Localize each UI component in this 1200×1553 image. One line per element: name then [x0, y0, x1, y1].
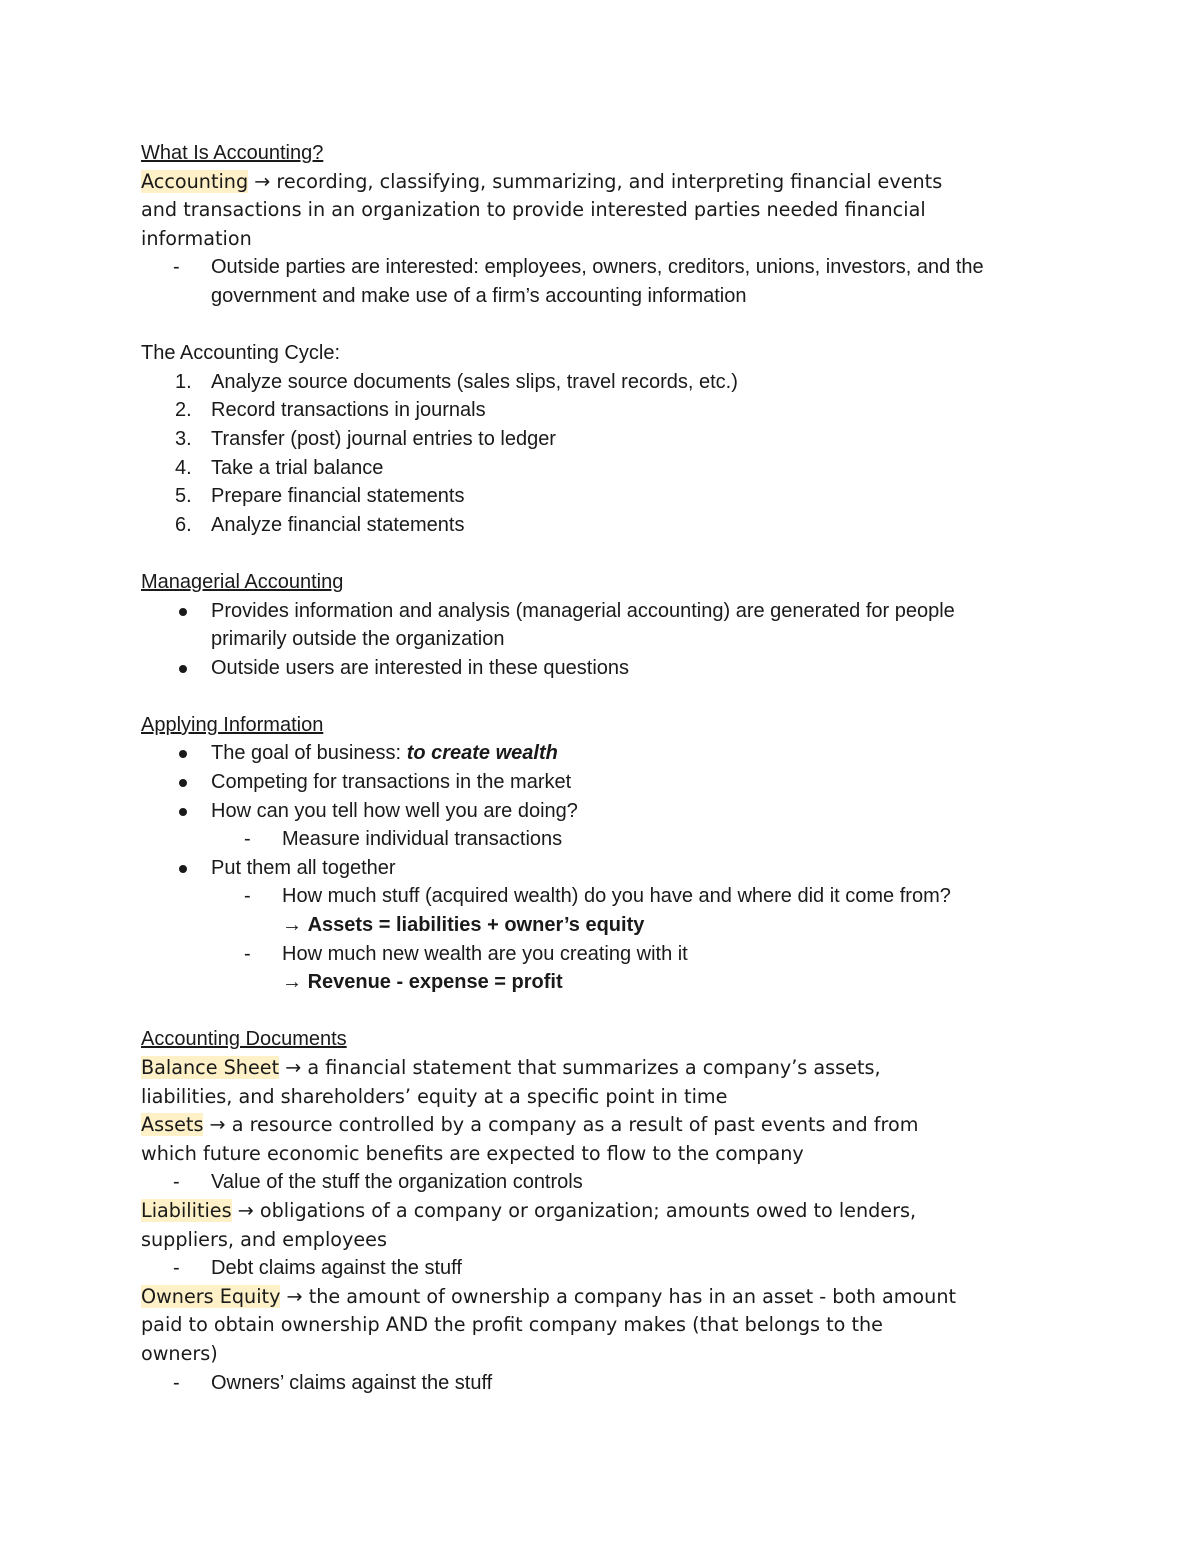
section-heading-managerial-accounting: Managerial Accounting [141, 570, 344, 593]
list-item-text: Outside users are interested in these questions [211, 656, 630, 679]
numbered-list-item [141, 511, 1061, 540]
dash-marker: - [173, 1257, 180, 1280]
numbered-list-item [141, 482, 1061, 511]
bullet-dot [179, 865, 187, 873]
bullet-dot [179, 779, 187, 787]
dash-marker: - [173, 256, 180, 279]
bullet-list-item [141, 597, 1061, 626]
list-number: 3. [175, 427, 192, 450]
bullet-list-item [141, 739, 1061, 768]
bullet-list-item [141, 797, 1061, 826]
definition-text: → recording, classifying, summarizing, and interpreting financial events [248, 169, 943, 193]
term-assets: Assets [141, 1113, 204, 1137]
definition-liabilities [141, 1197, 1061, 1226]
section-heading-what-is-accounting: What Is Accounting? [141, 142, 324, 164]
list-number: 4. [175, 456, 192, 479]
list-item-text: The goal of business: [211, 742, 407, 765]
definition-text: which future economic benefits are expected to flow to the company [141, 1141, 804, 1165]
list-item-text: Analyze source documents (sales slips, travel records, etc.) [211, 370, 738, 393]
list-number: 5. [175, 485, 192, 508]
list-number: 2. [175, 399, 192, 422]
list-item-text: How much new wealth are you creating with it [282, 942, 688, 965]
list-number: 1. [175, 370, 192, 393]
definition-text: → a resource controlled by a company as a result of past events and from [203, 1113, 919, 1137]
definition-text: suppliers, and employees [141, 1227, 387, 1251]
term-balance-sheet: Balance Sheet [141, 1056, 280, 1079]
list-item-text: Take a trial balance [211, 456, 384, 479]
definition-text: → a financial statement that summarizes a company’s assets, [279, 1056, 881, 1079]
list-item-text: Transfer (post) journal entries to ledger [211, 427, 556, 450]
list-item-continuation: government and make use of a firm’s accounting information [211, 284, 747, 307]
definition-text: → obligations of a company or organization; amounts owed to lenders, [231, 1198, 917, 1222]
term-accounting: Accounting [141, 169, 249, 193]
equation-profit: Revenue - expense = profit [307, 971, 563, 994]
list-number: 6. [175, 513, 192, 536]
list-item-continuation: primarily outside the organization [211, 628, 505, 651]
emphasis-text: to create wealth [406, 742, 558, 765]
list-item-text: How much stuff (acquired wealth) do you have and where did it come from? [282, 885, 951, 908]
bullet-list-item [141, 854, 1061, 883]
definition-text: owners) [141, 1341, 218, 1365]
numbered-list-item [141, 454, 1061, 483]
definition-text: and transactions in an organization to provide interested parties needed financial [141, 198, 926, 222]
definition-text: → the amount of ownership a company has in an asset - both amount [280, 1284, 957, 1308]
term-liabilities: Liabilities [141, 1198, 232, 1222]
equation-assets: Assets = liabilities + owner’s equity [307, 914, 645, 937]
nested-dash-item [141, 940, 1061, 969]
list-item-text: Outside parties are interested: employees, owners, creditors, unions, investors, and the [211, 256, 984, 279]
list-item-text: Analyze financial statements [211, 513, 465, 536]
dash-list-item [141, 253, 1061, 282]
definition-assets [141, 1111, 1061, 1140]
nested-dash-item [141, 825, 1061, 854]
definition-accounting [141, 168, 1061, 197]
equation-line [141, 911, 1061, 940]
bullet-dot [179, 665, 187, 673]
section-heading-accounting-cycle: The Accounting Cycle: [141, 342, 340, 365]
definition-text: liabilities, and shareholders’ equity at a specific point in time [141, 1084, 728, 1108]
equation-line [141, 968, 1061, 997]
dash-marker: - [173, 1171, 180, 1194]
bullet-dot [179, 608, 187, 616]
list-item-text: Value of the stuff the organization controls [211, 1171, 583, 1194]
list-item-text: Debt claims against the stuff [211, 1257, 462, 1280]
list-item-text: Owners’ claims against the stuff [211, 1371, 493, 1394]
definition-owners-equity [141, 1283, 1061, 1312]
list-item-text: Competing for transactions in the market [211, 771, 572, 794]
arrow: → [282, 914, 308, 937]
bullet-dot [179, 808, 187, 816]
dash-list-item [141, 1254, 1061, 1283]
numbered-list-item [141, 368, 1061, 397]
section-heading-accounting-documents: Accounting Documents [141, 1028, 347, 1051]
list-item-text: Measure individual transactions [282, 828, 563, 851]
dash-list-item [141, 1168, 1061, 1197]
section-heading-applying-information: Applying Information [141, 713, 324, 736]
dash-marker: - [244, 942, 251, 965]
dash-marker: - [244, 828, 251, 851]
dash-marker: - [173, 1371, 180, 1394]
definition-text: paid to obtain ownership AND the profit company makes (that belongs to the [141, 1313, 883, 1337]
numbered-list-item [141, 396, 1061, 425]
term-owners-equity: Owners Equity [141, 1284, 281, 1308]
bullet-list-item [141, 654, 1061, 683]
list-item-text: Prepare financial statements [211, 485, 465, 508]
numbered-list-item [141, 425, 1061, 454]
definition-balance-sheet [141, 1054, 1061, 1083]
definition-text: information [141, 226, 252, 250]
document-content [141, 139, 1061, 1397]
dash-list-item [141, 1369, 1061, 1398]
list-item-text: Record transactions in journals [211, 399, 486, 422]
bullet-dot [179, 750, 187, 758]
list-item-text: Provides information and analysis (managerial accounting) are generated for people [211, 599, 955, 622]
bullet-list-item [141, 768, 1061, 797]
list-item-text: Put them all together [211, 856, 396, 879]
list-item-text: How can you tell how well you are doing? [211, 799, 578, 822]
nested-dash-item [141, 882, 1061, 911]
arrow: → [282, 971, 308, 994]
dash-marker: - [244, 885, 251, 908]
